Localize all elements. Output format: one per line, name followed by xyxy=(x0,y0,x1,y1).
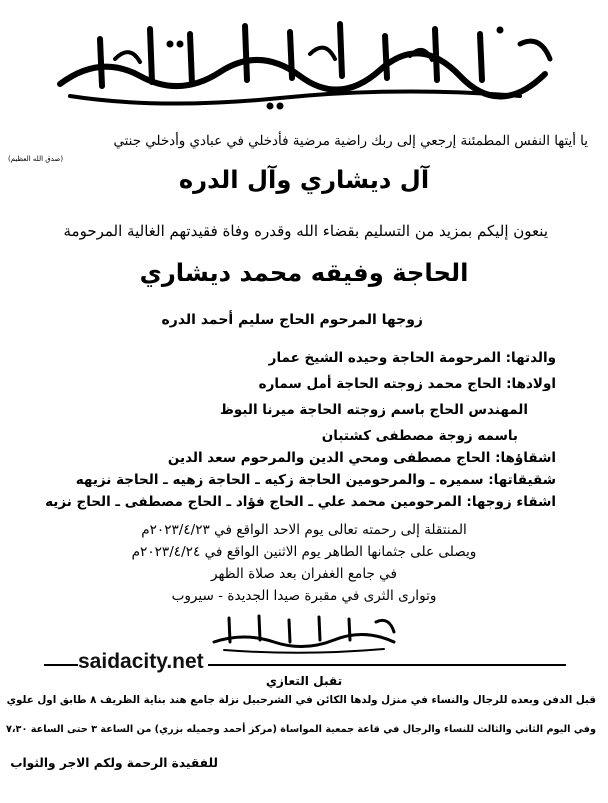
relative-sisters: شقيقاتها: سميره ـ والمرحومين الحاجة زكيه ـ الحاجة زهيه ـ الحاجة نزيهه xyxy=(75,472,556,488)
relative-children: اولادها: الحاج محمد زوجته الحاجة أمل سماره xyxy=(258,376,556,392)
spouse-line: زوجها المرحوم الحاج سليم أحمد الدره xyxy=(161,312,423,328)
funeral-info-line: في جامع الغفران بعد صلاة الظهر xyxy=(211,566,397,582)
relative-mother: والدتها: المرحومة الحاجة وحيده الشيخ عمار xyxy=(268,350,556,366)
condolences-line: وفي اليوم الثاني والثالث للنساء والرجال في قاعة جمعية المواساة (مركز أحمد وجميله بزري) من الساعة ٣ حتى الساعة ٧،٣٠ xyxy=(5,724,596,735)
divider-left xyxy=(44,664,78,666)
relative-child-2: المهندس الحاج باسم زوجته الحاجة ميرنا البوظ xyxy=(219,402,528,418)
relative-brothers: اشقاؤها: الحاج مصطفى ومحي الدين والمرحوم سعد الدين xyxy=(167,450,556,466)
verse-attribution: (صدق الله العظيم) xyxy=(8,155,64,163)
condolences-title: تقبل التعازي xyxy=(265,674,343,688)
family-names: آل ديشاري وآل الدره xyxy=(178,165,430,194)
deceased-name: الحاجة وفيقه محمد ديشاري xyxy=(139,258,469,287)
announcement: ينعون إليكم بمزيد من التسليم بقضاء الله وقدره وفاة فقيدتهم الغالية المرحومة xyxy=(63,222,548,240)
funeral-info-line: المنتقلة إلى رحمته تعالى يوم الاحد الواقع في ٢٠٢٣/٤/٢٣م xyxy=(141,522,467,538)
website-watermark: saidacity.net xyxy=(78,650,204,673)
quran-verse: يا أيتها النفس المطمئنة إرجعي إلى ربك راضية مرضية فأدخلي في عبادي وأدخلي جنتي xyxy=(113,134,588,149)
relative-in-laws: اشقاء زوجها: المرحومين محمد علي ـ الحاج فؤاد ـ الحاج مصطفى ـ الحاج نزيه xyxy=(45,494,556,510)
funeral-info-line: ويصلى على جثمانها الطاهر يوم الاثنين الواقع في ٢٠٢٣/٤/٢٤م xyxy=(131,544,477,560)
relative-child-3: باسمه زوجة مصطفى كشتبان xyxy=(321,428,518,444)
closing-calligraphy-image xyxy=(204,612,404,654)
condolences-closing: للفقيدة الرحمة ولكم الاجر والثواب xyxy=(10,756,218,770)
condolences-line: قبل الدفن وبعده للرجال والنساء في منزل ولدها الكائن في الشرحبيل نزلة جامع هند بناية الظريف ٨ طابق اول علوي xyxy=(6,694,596,706)
calligraphy-header-image xyxy=(40,14,568,114)
divider-right xyxy=(208,664,566,666)
funeral-info-line: وتوارى الثرى في مقبرة صيدا الجديدة - سيروب xyxy=(171,588,437,604)
